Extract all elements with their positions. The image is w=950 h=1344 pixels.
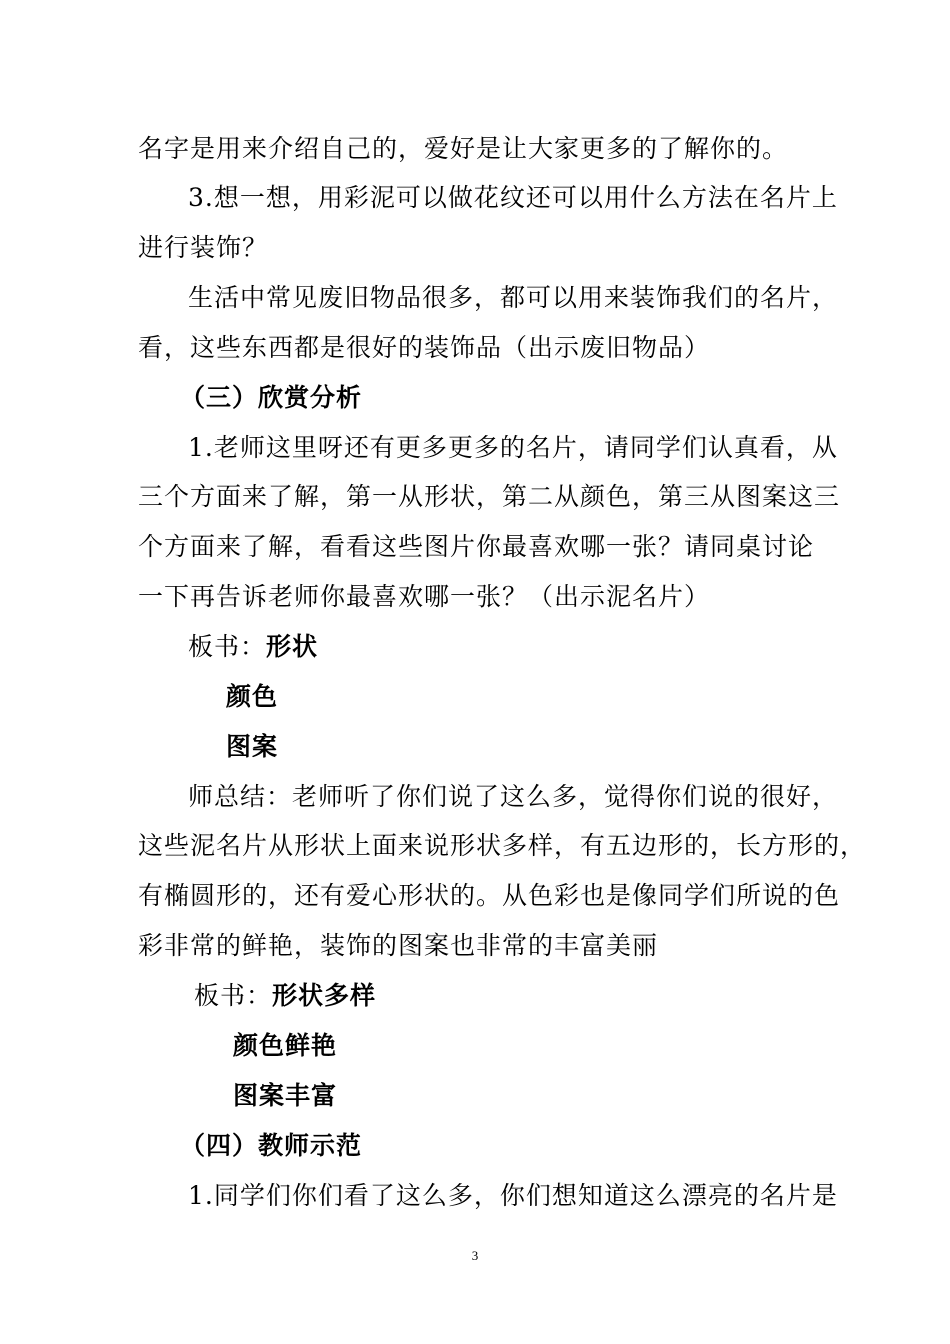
paragraph-line: 看，这些东西都是很好的装饰品（出示废旧物品） — [138, 333, 711, 362]
paragraph-line: 个方面来了解，看看这些图片你最喜欢哪一张？请同桌讨论 — [138, 532, 815, 561]
paragraph-line: 彩非常的鲜艳，装饰的图案也非常的丰富美丽 — [138, 931, 659, 960]
board-note — [194, 981, 376, 1011]
paragraph-line: 3.想一想，用彩泥可以做花纹还可以用什么方法在名片上 — [188, 183, 838, 212]
board-prefix: 板书： — [194, 981, 273, 1010]
paragraph-line: 1.同学们你们看了这么多，你们想知道这么漂亮的名片是 — [188, 1181, 838, 1210]
paragraph-line: 有椭圆形的，还有爱心形状的。从色彩也是像同学们所说的色 — [138, 881, 841, 910]
board-item: 形状 — [266, 632, 319, 661]
page-number: 3 — [471, 1248, 479, 1263]
board-note — [188, 632, 318, 662]
paragraph-line: 1.老师这里呀还有更多更多的名片，请同学们认真看，从 — [188, 433, 838, 462]
paragraph-line: 进行装饰？ — [138, 233, 269, 262]
paragraph-line: 一下再告诉老师你最喜欢哪一张？（出示泥名片） — [138, 582, 711, 611]
section-heading: （三）欣赏分析 — [180, 383, 363, 412]
board-item: 图案丰富 — [233, 1081, 338, 1110]
board-item: 形状多样 — [272, 981, 377, 1010]
paragraph-line: 名字是用来介绍自己的，爱好是让大家更多的了解你的。 — [138, 134, 789, 163]
board-item: 颜色鲜艳 — [233, 1031, 338, 1060]
board-prefix: 板书： — [188, 632, 267, 661]
paragraph-line: 生活中常见废旧物品很多，都可以用来装饰我们的名片， — [188, 283, 839, 312]
section-heading: （四）教师示范 — [180, 1131, 363, 1160]
paragraph-line: 三个方面来了解，第一从形状，第二从颜色，第三从图案这三 — [138, 482, 841, 511]
paragraph-line: 师总结：老师听了你们说了这么多，觉得你们说的很好， — [188, 782, 839, 811]
board-item: 图案 — [226, 732, 279, 761]
paragraph-line: 这些泥名片从形状上面来说形状多样，有五边形的，长方形的， — [138, 831, 867, 860]
board-item: 颜色 — [226, 682, 279, 711]
